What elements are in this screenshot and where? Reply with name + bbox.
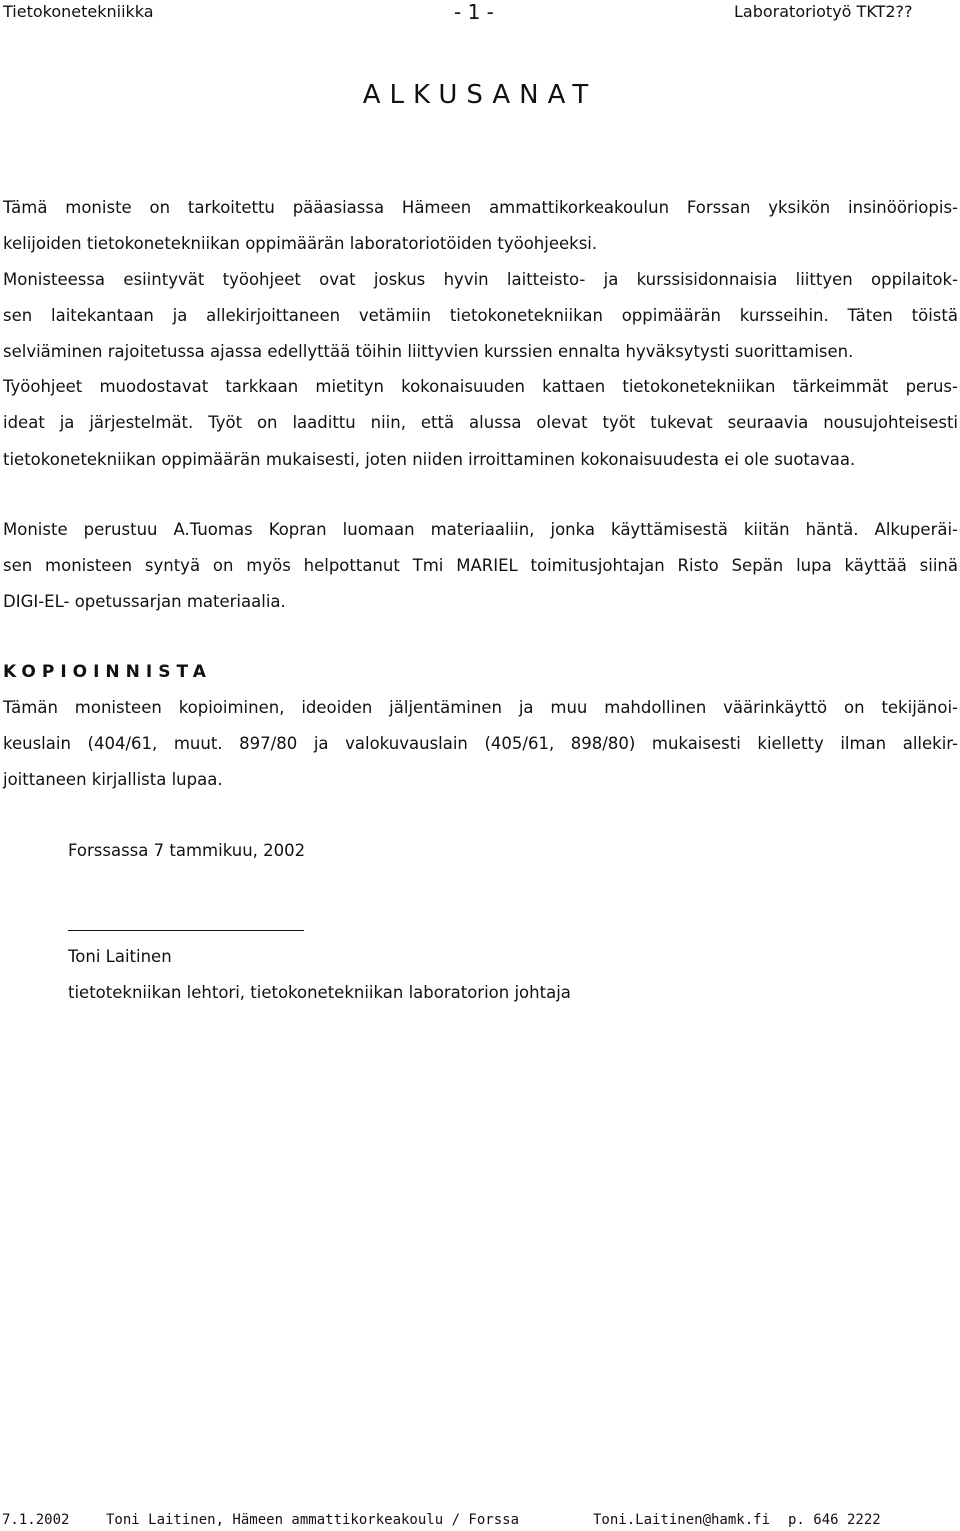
intro-line: Monisteessa esiintyvät työohjeet ovat joskus hyvin laitteisto- ja kurssisidonnaisia liittyen oppilaitok- bbox=[3, 270, 958, 289]
footer-date: 7.1.2002 bbox=[2, 1512, 70, 1528]
basis-line: DIGI-EL- opetussarjan materiaalia. bbox=[3, 592, 286, 611]
intro-line: kelijoiden tietokonetekniikan oppimäärän laboratoriotöiden työohjeeksi. bbox=[3, 234, 598, 253]
header-left: Tietokonetekniikka bbox=[3, 2, 154, 21]
intro-line: selviäminen rajoitetussa ajassa edellyttää töihin liittyvien kurssien ennalta hyväksytysti suorittamisen. bbox=[3, 342, 854, 361]
intro-line: ideat ja järjestelmät. Työt on laadittu niin, että alussa olevat työt tukevat seuraavia nousujohteisesti bbox=[3, 413, 958, 432]
copyright-line: keuslain (404/61, muut. 897/80 ja valokuvauslain (405/61, 898/80) mukaisesti kielletty ilman allekir- bbox=[3, 734, 958, 753]
intro-line: tietokonetekniikan oppimäärän mukaisesti, joten niiden irroittaminen kokonaisuudesta ei ole suotavaa. bbox=[3, 450, 856, 469]
copyright-line: Tämän monisteen kopioiminen, ideoiden jäljentäminen ja muu mahdollinen väärinkäyttö on tekijänoi- bbox=[3, 698, 958, 717]
basis-line: Moniste perustuu A.Tuomas Kopran luomaan materiaaliin, jonka käyttämisestä kiitän häntä. Alkuperäi- bbox=[3, 520, 958, 539]
copyright-line: joittaneen kirjallista lupaa. bbox=[3, 770, 223, 789]
signer-role: tietotekniikan lehtori, tietokonetekniikan laboratorion johtaja bbox=[68, 983, 571, 1002]
intro-line: Tämä moniste on tarkoitettu pääasiassa Hämeen ammattikorkeakoulun Forssan yksikön insinööriopis- bbox=[3, 198, 958, 217]
intro-line: Työohjeet muodostavat tarkkaan mietityn kokonaisuuden kattaen tietokonetekniikan tärkeimmät perus- bbox=[3, 377, 958, 396]
page-number: - 1 - bbox=[454, 0, 494, 24]
basis-line: sen monisteen syntyä on myös helpottanut Tmi MARIEL toimitusjohtajan Risto Sepän lupa käyttää siinä bbox=[3, 556, 958, 575]
header-right: Laboratoriotyö TKT2?? bbox=[734, 2, 913, 21]
footer-author: Toni Laitinen, Hämeen ammattikorkeakoulu / Forssa bbox=[106, 1512, 520, 1528]
signer-name: Toni Laitinen bbox=[68, 947, 172, 966]
page-title: ALKUSANAT bbox=[362, 80, 598, 110]
signature-line bbox=[68, 930, 304, 931]
place-date: Forssassa 7 tammikuu, 2002 bbox=[68, 841, 306, 860]
intro-line: sen laitekantaan ja allekirjoittaneen vetämiin tietokonetekniikan oppimäärän kursseihin. Täten töistä bbox=[3, 306, 958, 325]
footer-phone: p. 646 2222 bbox=[788, 1512, 881, 1528]
footer-email[interactable]: Toni.Laitinen@hamk.fi bbox=[593, 1512, 771, 1528]
section-heading-copyright: KOPIOINNISTA bbox=[3, 662, 212, 682]
